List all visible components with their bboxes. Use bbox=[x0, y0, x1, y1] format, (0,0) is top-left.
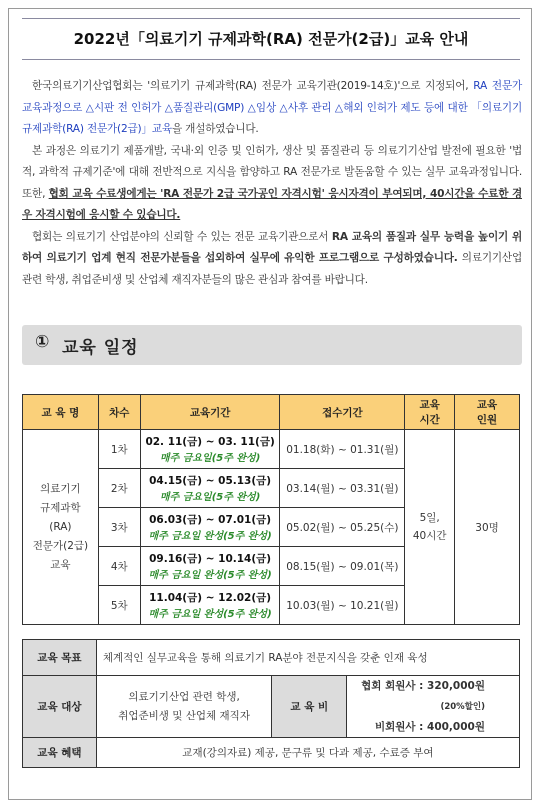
period-note: 매주 금요일 완성(5주 완성) bbox=[148, 570, 272, 581]
intro-paragraph-1 bbox=[22, 76, 522, 141]
period-cell bbox=[140, 469, 280, 508]
header-course-name: 교 육 명 bbox=[23, 395, 99, 430]
fee-value bbox=[347, 676, 520, 738]
schedule-table bbox=[22, 394, 520, 625]
fee-member-discount: (20%할인) bbox=[440, 702, 485, 712]
period-cell bbox=[140, 586, 280, 625]
registration-cell: 03.14(월) ~ 03.31(월) bbox=[280, 469, 405, 508]
table-row bbox=[23, 430, 520, 469]
period-dates: 02. 11(금) ~ 03. 11(금) bbox=[145, 436, 275, 448]
header-round: 차수 bbox=[98, 395, 140, 430]
section-number: ① bbox=[35, 332, 50, 352]
section-header-schedule bbox=[22, 325, 522, 365]
course-name-cell: 의료기기 규제과학 (RA) 전문가(2급) 교육 bbox=[23, 430, 99, 625]
capacity-cell: 30명 bbox=[455, 430, 520, 625]
period-cell bbox=[140, 547, 280, 586]
header-hours: 교육 시간 bbox=[405, 395, 455, 430]
registration-cell: 01.18(화) ~ 01.31(월) bbox=[280, 430, 405, 469]
period-note: 매주 금요일(5주 완성) bbox=[159, 492, 261, 503]
period-dates: 11.04(금) ~ 12.02(금) bbox=[149, 592, 272, 604]
page-title: 2022년「의료기기 규제과학(RA) 전문가(2급)」교육 안내 bbox=[22, 18, 520, 60]
round-cell: 2차 bbox=[98, 469, 140, 508]
period-dates: 06.03(금) ~ 07.01(금) bbox=[149, 514, 272, 526]
hours-cell: 5일, 40시간 bbox=[405, 430, 455, 625]
target-value: 의료기기산업 관련 학생, 취업준비생 및 산업체 재직자 bbox=[96, 676, 272, 738]
period-note: 매주 금요일(5주 완성) bbox=[159, 453, 261, 464]
registration-cell: 08.15(월) ~ 09.01(목) bbox=[280, 547, 405, 586]
intro-p1-text: 한국의료기기산업협회는 '의료기기 규제과학(RA) 전문가 교육기관(2019-14호)'으로 지정되어, bbox=[32, 80, 474, 92]
intro-paragraph-2 bbox=[22, 141, 522, 227]
intro-p3-text: 협회는 의료기기 산업분야의 신뢰할 수 있는 전문 교육기관으로서 bbox=[32, 230, 332, 243]
header-registration: 접수기간 bbox=[280, 395, 405, 430]
intro-paragraph-3 bbox=[22, 227, 522, 292]
registration-cell: 05.02(월) ~ 05.25(수) bbox=[280, 508, 405, 547]
fee-member-amount: 협회 회원사 : 320,000원 bbox=[361, 680, 485, 692]
benefit-label: 교육 혜택 bbox=[23, 738, 97, 768]
round-cell: 1차 bbox=[98, 430, 140, 469]
round-cell: 4차 bbox=[98, 547, 140, 586]
target-label: 교육 대상 bbox=[23, 676, 97, 738]
header-period: 교육기간 bbox=[140, 395, 280, 430]
schedule-header-row bbox=[23, 395, 520, 430]
intro-text bbox=[22, 76, 522, 291]
fee-nonmember: 비회원사 : 400,000원 bbox=[374, 721, 485, 733]
info-row-target bbox=[23, 676, 520, 738]
period-dates: 09.16(금) ~ 10.14(금) bbox=[149, 553, 272, 565]
header-capacity: 교육 인원 bbox=[455, 395, 520, 430]
intro-p3-highlight: RA 교육의 품질과 실무 능력을 높이기 위하여 의료기기 업계 현직 전문가분들을 섭외하여 실무에 유익한 프로그램으로 구성하였습니다. bbox=[22, 230, 523, 264]
info-table bbox=[22, 639, 520, 768]
registration-cell: 10.03(월) ~ 10.21(월) bbox=[280, 586, 405, 625]
intro-p1-tail: 을 개설하였습니다. bbox=[171, 123, 259, 135]
period-note: 매주 금요일 완성(5주 완성) bbox=[148, 531, 272, 542]
period-note: 매주 금요일 완성(5주 완성) bbox=[148, 609, 272, 620]
fee-label: 교 육 비 bbox=[272, 676, 347, 738]
period-dates: 04.15(금) ~ 05.13(금) bbox=[149, 475, 272, 487]
round-cell: 3차 bbox=[98, 508, 140, 547]
intro-p2-text: 본 과정은 의료기기 제품개발, 국내·외 인증 및 인허가, 생산 및 품질관리 등 의료기기산업 발전에 필요한 '법적, 과학적 규제기준'에 대해 전반적으로 지식을 함양하고 RA 전문가로 발돋움할 수 있는 실무 교육과정입니다. 또한, bbox=[22, 144, 522, 200]
section-label: 교육 일정 bbox=[62, 338, 139, 358]
goal-value: 체계적인 실무교육을 통해 의료기기 RA분야 전문지식을 갖춘 인재 육성 bbox=[96, 640, 519, 676]
info-row-benefit bbox=[23, 738, 520, 768]
period-cell bbox=[140, 430, 280, 469]
goal-label: 교육 목표 bbox=[23, 640, 97, 676]
benefit-value: 교재(강의자료) 제공, 문구류 및 다과 제공, 수료증 부여 bbox=[96, 738, 519, 768]
intro-p2-highlight: 협회 교육 수료생에게는 'RA 전문가 2급 국가공인 자격시험' 응시자격이 부여되며, 40시간을 수료한 경우 자격시험에 응시할 수 있습니다. bbox=[22, 187, 522, 221]
info-row-goal bbox=[23, 640, 520, 676]
round-cell: 5차 bbox=[98, 586, 140, 625]
period-cell bbox=[140, 508, 280, 547]
intro-p1-highlight: RA 전문가 교육과정으로 △시판 전 인허가 △품질관리(GMP) △임상 △사후 관리 △해외 인허가 제도 등에 대한 「의료기기 규제과학(RA) 전문가(2급)」교육 bbox=[22, 80, 523, 135]
intro-p3-tail: 의료기기산업 관련 학생, 취업준비생 및 산업체 재직자분들의 많은 관심과 참여를 바랍니다. bbox=[22, 252, 522, 286]
fee-member bbox=[347, 676, 485, 717]
